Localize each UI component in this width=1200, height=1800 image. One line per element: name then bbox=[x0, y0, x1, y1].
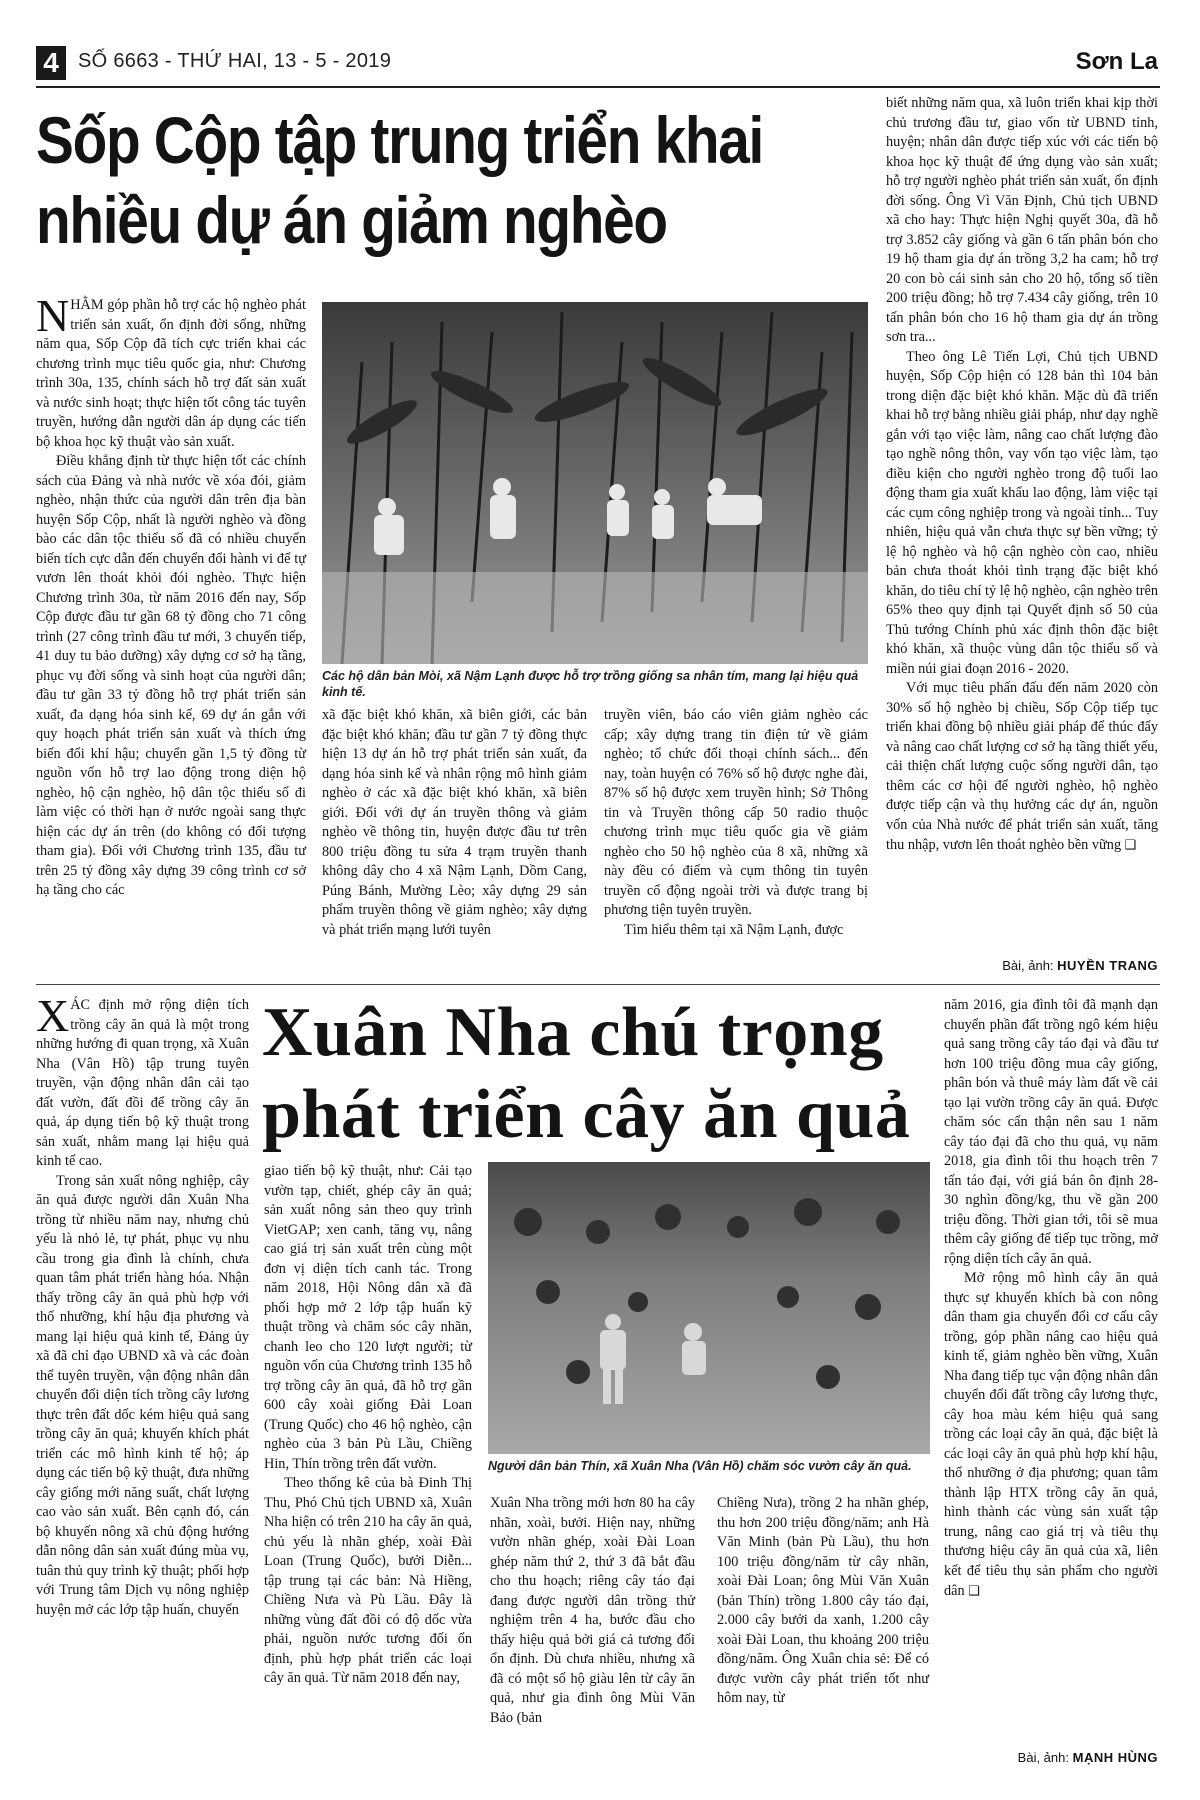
article1-paragraph: truyền viên, báo cáo viên giảm nghèo các cấp; xây dựng trang tin điện tử về giảm nghèo; tổ chức đối thoại chính sách... đến nay, toàn huyện có 76% số hộ được nghe đài, 87% số hộ được xem truyền hình; Sở Thông tin và Truyền thông cấp 50 radio thuộc chương trình mục tiêu quốc gia về giảm nghèo cho 50 hộ nghèo của 8 xã, những xã này đều có điểm và cụm thông tin tuyên truyền cổ động ngoài trời và được trang bị phương tiện tuyên truyền. bbox=[604, 707, 868, 918]
article2-photo bbox=[488, 1162, 930, 1454]
article2-column-2 bbox=[264, 1162, 472, 1689]
article1-photo-caption: Các hộ dân bản Mòi, xã Nậm Lạnh được hỗ trợ trồng giống sa nhân tím, mang lại hiệu quả kinh tế. bbox=[322, 669, 859, 699]
article2-byline-prefix: Bài, ảnh: bbox=[1017, 1750, 1073, 1765]
article1-photo bbox=[322, 302, 868, 664]
article2-end-mark: ❑ bbox=[968, 1583, 980, 1598]
article2-photo-image bbox=[488, 1162, 930, 1454]
article1-paragraph: xã đặc biệt khó khăn, xã biên giới, các bản đặc biệt khó khăn; đầu tư gần 7 tỷ đồng thực hiện 13 dự án hỗ trợ phát triển sản xuất, đa dạng hóa sinh kế và nhân rộng mô hình giảm nghèo ở các xã đặc biệt khó khăn, xã biên giới. Đối với dự án truyền thông và giảm nghèo về thông tin, huyện được đầu tư trên 800 triệu đồng tu sửa 4 trạm truyền thanh không dây cho 4 xã Nậm Lạnh, Dồm Cang, Púng Bánh, Mường Lèo; xây dựng 29 sản phẩm truyền thông về giảm nghèo; xây dựng và phát triển mạng lưới tuyên bbox=[322, 707, 587, 938]
article2-paragraph: Trong sản xuất nông nghiệp, cây ăn quả được người dân Xuân Nha trồng từ nhiều năm nay, nhưng chủ yếu là nhỏ lẻ, tự phát, phục vụ nhu cầu trong gia đình là chính, chưa quan tâm phát triển hàng hóa. Nhận thấy trồng cây ăn quả phù hợp với thổ nhưỡng, khí hậu địa phương và mang lại hiệu quả kinh tế, Đảng ủy xã đã chỉ đạo UBND xã và các đoàn thể tuyên truyền, vận động nhân dân chuyển đổi diện tích trồng cây lương thực trên đất dốc kém hiệu quả sang trồng cây ăn quả; khuyến khích phát triển các mô hình kinh tế hộ; áp dụng các tiến bộ kỹ thuật, đưa những cây giống mới năng suất, chất lượng cao vào sản xuất. Bên cạnh đó, cán bộ khuyến nông xã chủ động hướng dẫn nông dân sản xuất đúng mùa vụ, tuân thủ quy trình kỹ thuật; phối hợp với Trung tâm Dịch vụ nông nghiệp huyện mở các lớp tập huấn, chuyển bbox=[36, 1172, 249, 1618]
article2-column-5 bbox=[944, 996, 1158, 1602]
article1-byline-author: HUYỀN TRANG bbox=[1057, 958, 1158, 973]
header-rule bbox=[36, 86, 1160, 88]
article1-headline: Sốp Cộp tập trung triển khai nhiều dự án giảm nghèo bbox=[36, 103, 763, 257]
article1-dropcap: N bbox=[36, 290, 70, 341]
article2-dropcap: X bbox=[36, 990, 70, 1041]
article-divider bbox=[36, 984, 1160, 985]
article2-headline: Xuân Nha chú trọng phát triển cây ăn quả bbox=[262, 994, 911, 1153]
issue-line: SỐ 6663 - THỨ HAI, 13 - 5 - 2019 bbox=[78, 50, 392, 72]
article1-lead-paragraph bbox=[36, 290, 306, 452]
article2-byline-author: MẠNH HÙNG bbox=[1072, 1750, 1158, 1765]
article1-lead-text: HẰM góp phần hỗ trợ các hộ nghèo phát triển sản xuất, ổn định đời sống, những năm qua, Sốp Cộp đã tích cực triển khai các chương trình mục tiêu quốc gia, như: Chương trình 30a, 135, chính sách hỗ trợ đất sản xuất và nước sinh hoạt; thực hiện tốt công tác tuyên truyền, hướng dẫn người dân áp dụng các tiến bộ khoa học kỹ thuật vào sản xuất. bbox=[36, 297, 306, 450]
article1-end-mark: ❑ bbox=[1124, 837, 1137, 852]
article1-byline bbox=[886, 958, 1158, 973]
article2-closing-text: Mở rộng mô hình cây ăn quả thực sự khuyến khích bà con nông dân tham gia chuyển đổi cơ cấu cây trồng, góp phần nâng cao hiệu quả kinh tế, giảm nghèo bền vững, Xuân Nha đang tiếp tục vận động nhân dân chuyển đổi đất trồng cây lương thực, cây hoa màu kém hiệu quả sang trồng các loại cây ăn quả, đặc biệt là các loại cây ăn quả phù hợp khí hậu, thổ nhưỡng ở địa phương; quan tâm thành lập HTX trồng cây ăn quả, hình thành các vùng sản xuất tập trung, nâng cao giá trị và tiêu thụ thương hiệu cây ăn quả của xã, liên kết để tiêu thụ sản phẩm cho người dân bbox=[944, 1270, 1158, 1599]
article2-lead-text: ÁC định mở rộng diện tích trồng cây ăn quả là một trong những hướng đi quan trọng, xã Xuân Nha (Vân Hồ) tập trung tuyên truyền, vận động nhân dân cải tạo đất vườn, đất đồi để trồng cây ăn quả, áp dụng tiến bộ kỹ thuật trong sản xuất, nhằm mang lại hiệu quả kinh tế cao. bbox=[36, 997, 249, 1169]
article2-paragraph: Chiềng Nưa), trồng 2 ha nhãn ghép, thu hơn 200 triệu đồng/năm; anh Hà Văn Minh (bản Pù Lầu), thu hơn 100 triệu đồng/năm từ cây nhãn, xoài Đài Loan; ông Mùi Văn Xuân (bản Thín) trồng 1.800 cây táo đại, 2.000 cây bưởi da xanh, 1.200 cây xoài Đài Loan, thu khoảng 200 triệu đồng/năm. Ông Xuân chia sẻ: Để có được vườn cây phát triển tốt như hôm nay, từ bbox=[717, 1495, 929, 1706]
page-number: 4 bbox=[36, 46, 66, 80]
article1-paragraph bbox=[886, 679, 1158, 856]
article2-photo-caption: Người dân bản Thín, xã Xuân Nha (Vân Hồ) chăm sóc vườn cây ăn quả. bbox=[488, 1459, 912, 1473]
article1-paragraph: Theo ông Lê Tiến Lợi, Chủ tịch UBND huyện, Sốp Cộp hiện có 128 bản thì 104 bản trong diện đặc biệt khó khăn. Mặc dù đã triển khai hỗ trợ bằng nhiều giải pháp, như dạy nghề gắn với tạo việc làm, nâng cao chất lượng đào tạo nghề nông thôn, vay vốn tạo việc làm, tạo điều kiện cho người nghèo trong độ tuổi lao động tham gia xuất khẩu lao động, làm việc tại các cụm công nghiệp trong và ngoài tỉnh... Tuy nhiên, hiệu quả vẫn chưa thực sự bền vững; tỷ lệ hộ nghèo và hộ cận nghèo còn cao, nhiều bản chưa thoát khỏi tình trạng đặc biệt khó khăn, do tiêu chí tỷ lệ hộ nghèo, cận nghèo trên 65% theo quy định tại Quyết định số 50 của Thủ tướng Chính phủ xác định thôn đặc biệt khó khăn, xã thuộc vùng dân tộc thiểu số và miền núi giai đoạn 2016 - 2020. bbox=[886, 348, 1158, 677]
article1-closing-text: Với mục tiêu phấn đấu đến năm 2020 còn 30% số hộ nghèo bị chiều, Sốp Cộp tiếp tục triển khai đồng bộ nhiều giải pháp để thúc đẩy và nâng cao chất lượng cơ sở hạ tầng thiết yếu, cải thiện chất lượng cuộc sống người dân, tạo thêm các cơ hội để người nghèo, hộ nghèo được tiếp cận và thụ hưởng các dự án, nguồn vốn của Nhà nước để phát triển sản xuất, tăng thu nhập, vươn lên thoát nghèo bền vững bbox=[886, 680, 1158, 853]
article1-photo-image bbox=[322, 302, 868, 664]
section-name: Sơn La bbox=[1075, 48, 1158, 75]
article2-paragraph bbox=[944, 1269, 1158, 1602]
article2-byline bbox=[944, 1750, 1158, 1765]
article2-column-4 bbox=[717, 1494, 929, 1709]
article1-paragraph: biết những năm qua, xã luôn triển khai kịp thời chủ trương đầu tư, giao vốn từ UBND tỉnh, huyện; nhân dân được tiếp xúc với các tiến bộ khoa học kỹ thuật để ứng dụng vào sản xuất; hỗ trợ người nghèo phát triển sản xuất, ổn định đời sống. Ông Vì Văn Định, Chủ tịch UBND xã cho hay: Thực hiện Nghị quyết 30a, đã hỗ trợ 3.852 cây giống và gần 6 tấn phân bón cho 19 hộ tham gia dự án trồng 3,2 ha cam; hỗ trợ 20 con bò cái sinh sản cho 20 hộ, tổng số tiền 200 triệu đồng; hỗ trợ 7.434 cây giống, trên 10 tấn phân bón cho 16 hộ tham gia dự án trồng sơn tra... bbox=[886, 95, 1158, 345]
article2-paragraph: năm 2016, gia đình tôi đã mạnh dạn chuyển phần đất trồng ngô kém hiệu quả sang trồng cây táo đại và đầu tư hơn 100 triệu đồng mua cây giống, phân bón và thuê máy làm đất về cải tạo lại vườn trồng cây ăn quả. Được chăm sóc cẩn thận nên sau 1 năm cây táo đại đã cho thu quả, vụ năm 2018, gia đình tôi thu hoạch trên 7 tấn táo đại, với giá bán ôn định 28-30 nghìn đồng/kg, thu về gần 200 triệu đồng. Thời gian tới, tôi sẽ mua thêm cây giống để tiếp tục trồng, mở rộng diện tích cây ăn quả. bbox=[944, 997, 1158, 1267]
article2-lead-paragraph bbox=[36, 990, 249, 1172]
article1-column-4 bbox=[886, 94, 1158, 856]
article1-paragraph: Điều khẳng định từ thực hiện tốt các chính sách của Đảng và nhà nước về xóa đói, giảm nghèo, nhận thức của người dân trên địa bàn huyện Sốp Cộp, nhất là người nghèo và đồng bào các dân tộc thiểu số đã có nhiều chuyển biến tích cực dẫn đến chuyển đổi hành vi để tự vươn lên thoát khỏi đói nghèo. Thực hiện Chương trình 30a, từ năm 2016 đến nay, Sốp Cộp được đầu tư gần 68 tỷ đồng cho 71 công trình (27 công trình đầu tư mới, 3 chuyển tiếp, 41 duy tu bảo dưỡng) xây dựng cơ sở hạ tầng, phục vụ đời sống và sinh hoạt của người dân; đầu tư gần 33 tỷ đồng hỗ trợ phát triển sản xuất, đa dạng hóa sinh kế, 69 dự án gắn với quy hoạch phát triển sản xuất và thích ứng biến đổi khí hậu; chuyển gần 1,5 tỷ đồng từ nguồn vốn hỗ trợ lao động trong diện hộ nghèo, hộ cận nghèo, hộ dân tộc thiểu số đi làm việc có thời hạn ở nước ngoài sang thực hiện các dự án trên (do không có đối tượng tham gia). Đối với Chương trình 135, đầu tư trên 25 tỷ đồng xây dựng 39 công trình cơ sở hạ tầng cho các bbox=[36, 453, 306, 898]
article2-column-1 bbox=[36, 990, 249, 1620]
article2-column-3 bbox=[490, 1494, 695, 1728]
article1-column-1 bbox=[36, 290, 306, 901]
article1-column-2 bbox=[322, 706, 587, 940]
article2-paragraph: giao tiến bộ kỹ thuật, như: Cải tạo vườn tạp, chiết, ghép cây ăn quả; sản xuất nông sản theo quy trình VietGAP; xen canh, tăng vụ, nâng cao giá trị sản xuất trên cùng một đơn vị diện tích canh tác. Trong năm 2018, Hội Nông dân xã đã phối hợp mở 2 lớp tập huấn kỹ thuật trồng và chăm sóc cây nhãn, chanh leo cho 120 lượt người; từ nguồn vốn của Chương trình 135 hỗ trợ trồng cây ăn quả, đã hỗ trợ gần 600 cây xoài giống Đài Loan (Trung Quốc) cho 46 hộ nghèo, cận nghèo của 3 bản Pù Lầu, Chiềng Hin, Thín trồng trên đất vườn. bbox=[264, 1163, 472, 1472]
article2-paragraph: Theo thống kê của bà Đinh Thị Thu, Phó Chủ tịch UBND xã, Xuân Nha hiện có trên 210 ha cây ăn quả, chủ yếu là nhãn ghép, xoài Đài Loan (Trung Quốc), bưởi Diễn... tập trung tại các bản: Nà Hiềng, Chiềng Nưa và Pù Lầu. Đây là những vùng đất đồi có độ dốc vừa phải, nguồn nước tương đối ổn định, phù hợp phát triển các loại cây ăn quả. Từ năm 2018 đến nay, bbox=[264, 1475, 472, 1686]
article2-paragraph: Xuân Nha trồng mới hơn 80 ha cây nhãn, xoài, bưởi. Hiện nay, những vườn nhãn ghép, xoài Đài Loan ghép năm thứ 2, thứ 3 đã bắt đầu cho thu hoạch; riêng cây táo đại đang được người dân trồng thử nghiệm trên 4 ha, bước đầu cho thấy hiệu quả bởi giá cả tương đối ổn định. Dù chưa nhiều, nhưng xã đã có một số hộ giàu lên từ cây ăn quả, như gia đình ông Mùi Văn Bảo (bản bbox=[490, 1495, 695, 1726]
article1-byline-prefix: Bài, ảnh: bbox=[1002, 958, 1058, 973]
article1-paragraph: Tìm hiểu thêm tại xã Nậm Lạnh, được bbox=[624, 921, 844, 938]
article1-column-3 bbox=[604, 706, 868, 940]
